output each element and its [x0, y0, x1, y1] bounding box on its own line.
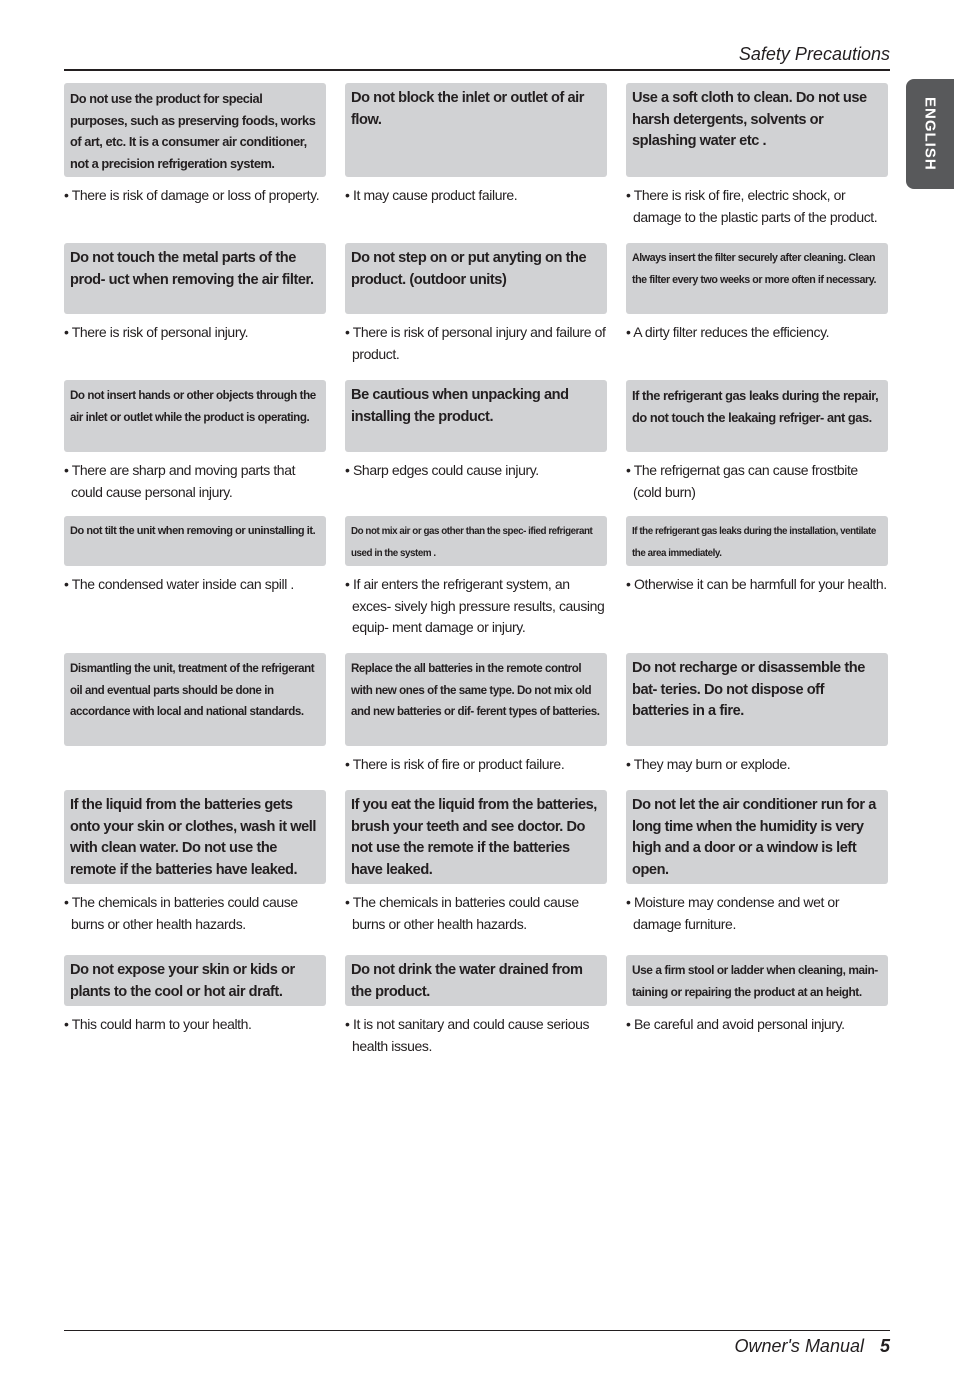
- warning-text: If the refrigerant gas leaks during the installation, ventilate the area immediately.: [632, 526, 876, 559]
- precaution-row: [64, 790, 888, 935]
- caution-note: • A dirty filter reduces the efficiency.: [626, 324, 830, 340]
- precaution-row: [64, 955, 888, 1057]
- warning-text: If the liquid from the batteries gets onto your skin or clothes, wash it well with clean water. Do not use the remote if the batteries have leaked.: [70, 797, 316, 878]
- warning-box: [64, 516, 326, 566]
- header-title: Safety Precautions: [738, 44, 890, 64]
- precaution-item: [626, 516, 888, 639]
- warning-text: Do not expose your skin or kids or plants to the cool or hot air draft.: [70, 962, 295, 1000]
- precaution-item: [345, 653, 607, 776]
- warning-box: [345, 653, 607, 746]
- precaution-item: [626, 790, 888, 935]
- warning-text: Use a soft cloth to clean. Do not use harsh detergents, solvents or splashing water etc .: [632, 90, 867, 150]
- precaution-row: [64, 243, 888, 365]
- caution-note: • The chemicals in batteries could cause burns or other health hazards.: [345, 894, 579, 932]
- caution-note: • Sharp edges could cause injury.: [345, 462, 539, 478]
- warning-box: [345, 955, 607, 1006]
- caution-note: • Otherwise it can be harmfull for your health.: [626, 576, 887, 592]
- warning-text: Do not block the inlet or outlet of air flow.: [351, 90, 584, 128]
- caution-note: • There are sharp and moving parts that could cause personal injury.: [64, 462, 296, 500]
- precaution-item: [64, 955, 326, 1057]
- precaution-item: [626, 380, 888, 503]
- warning-box: [64, 380, 326, 452]
- warning-box: [345, 83, 607, 177]
- warning-box: [345, 380, 607, 452]
- warning-text: Do not mix air or gas other than the spec- ified refrigerant used in the system .: [351, 526, 593, 559]
- footer: [734, 1336, 890, 1357]
- warning-text: Use a firm stool or ladder when cleaning, main- taining or repairing the product at an height.: [632, 963, 878, 999]
- precaution-item: [345, 83, 607, 228]
- precaution-item: [626, 243, 888, 365]
- precaution-item: [345, 790, 607, 935]
- warning-text: Do not step on or put anyting on the product. (outdoor units): [351, 250, 587, 288]
- precaution-item: [64, 516, 326, 639]
- precaution-row: [64, 380, 888, 503]
- caution-note: • This could harm to your health.: [64, 1016, 252, 1032]
- warning-text: Do not insert hands or other objects through the air inlet or outlet while the product is operating.: [70, 389, 316, 424]
- caution-note: • The refrigernat gas can cause frostbite (cold burn): [626, 462, 858, 500]
- caution-note: • There is risk of personal injury and failure of product.: [345, 324, 606, 362]
- warning-box: [626, 955, 888, 1006]
- warning-text: Always insert the filter securely after cleaning. Clean the filter every two weeks or more often if necessary.: [632, 252, 876, 286]
- warning-text: Replace the all batteries in the remote control with new ones of the same type. Do not mix old and new batteries or dif- ferent types of batteries.: [351, 662, 600, 719]
- footer-manual-label: Owner's Manual: [734, 1336, 864, 1356]
- warning-text: Dismantling the unit, treatment of the refrigerant oil and eventual parts should be done in accordance with local and national standards.: [70, 662, 315, 719]
- caution-note: • There is risk of fire or product failure.: [345, 756, 565, 772]
- precaution-item: [345, 380, 607, 503]
- warning-text: Do not touch the metal parts of the prod- uct when removing the air filter.: [70, 250, 314, 288]
- warning-box: [64, 790, 326, 884]
- warning-box: [64, 243, 326, 314]
- precaution-row: [64, 653, 888, 776]
- caution-note: • It is not sanitary and could cause serious health issues.: [345, 1016, 590, 1054]
- warning-text: Do not drink the water drained from the product.: [351, 962, 583, 1000]
- warning-box: [626, 380, 888, 452]
- warning-box: [626, 243, 888, 314]
- footer-rule: [64, 1330, 890, 1331]
- warning-text: Do not recharge or disassemble the bat- teries. Do not dispose off batteries in a fire.: [632, 660, 865, 720]
- precaution-item: [64, 83, 326, 228]
- warning-text: If you eat the liquid from the batteries, brush your teeth and see doctor. Do not use the remote if the batteries have leaked.: [351, 797, 597, 878]
- precaution-item: [626, 955, 888, 1057]
- warning-box: [64, 83, 326, 177]
- caution-note: • It may cause product failure.: [345, 187, 518, 203]
- caution-note: • There is risk of fire, electric shock, or damage to the plastic parts of the product.: [626, 187, 878, 225]
- caution-note: • There is risk of personal injury.: [64, 324, 249, 340]
- precaution-item: [345, 955, 607, 1057]
- footer-page-number: 5: [879, 1336, 890, 1356]
- warning-box: [64, 653, 326, 746]
- warning-text: Be cautious when unpacking and installing the product.: [351, 387, 569, 425]
- precaution-item: [64, 380, 326, 503]
- warning-text: Do not tilt the unit when removing or uninstalling it.: [70, 525, 316, 537]
- precaution-item: [626, 83, 888, 228]
- caution-note: • If air enters the refrigerant system, an exces- sively high pressure results, causing equip- ment damage or injury.: [345, 576, 605, 636]
- precaution-item: [345, 243, 607, 365]
- header-rule: [64, 69, 890, 71]
- precaution-row: [64, 83, 888, 228]
- precaution-item: [64, 653, 326, 776]
- warning-box: [626, 653, 888, 746]
- caution-note: • Be careful and avoid personal injury.: [626, 1016, 845, 1032]
- warning-box: [626, 516, 888, 566]
- precaution-item: [345, 516, 607, 639]
- precaution-row: [64, 516, 888, 639]
- warning-box: [345, 516, 607, 566]
- precaution-item: [64, 243, 326, 365]
- precaution-item: [64, 790, 326, 935]
- warning-box: [345, 243, 607, 314]
- warning-text: If the refrigerant gas leaks during the repair, do not touch the leakaing refriger- ant gas.: [632, 388, 879, 425]
- precaution-item: [626, 653, 888, 776]
- language-tab-label: ENGLISH: [921, 97, 939, 171]
- warning-box: [626, 790, 888, 884]
- caution-note: • There is risk of damage or loss of property.: [64, 187, 320, 203]
- warning-box: [345, 790, 607, 884]
- caution-note: • The chemicals in batteries could cause burns or other health hazards.: [64, 894, 298, 932]
- warning-text: Do not use the product for special purposes, such as preserving foods, works of art, etc. It is a consumer air conditioner, not a precision refrigeration system.: [70, 91, 316, 171]
- warning-box: [64, 955, 326, 1006]
- caution-note: • Moisture may condense and wet or damage furniture.: [626, 894, 840, 932]
- caution-note: • The condensed water inside can spill .: [64, 576, 294, 592]
- warning-box: [626, 83, 888, 177]
- caution-note: • They may burn or explode.: [626, 756, 791, 772]
- warning-text: Do not let the air conditioner run for a long time when the humidity is very high and a door or a window is left open.: [632, 797, 876, 878]
- language-tab: [906, 79, 954, 189]
